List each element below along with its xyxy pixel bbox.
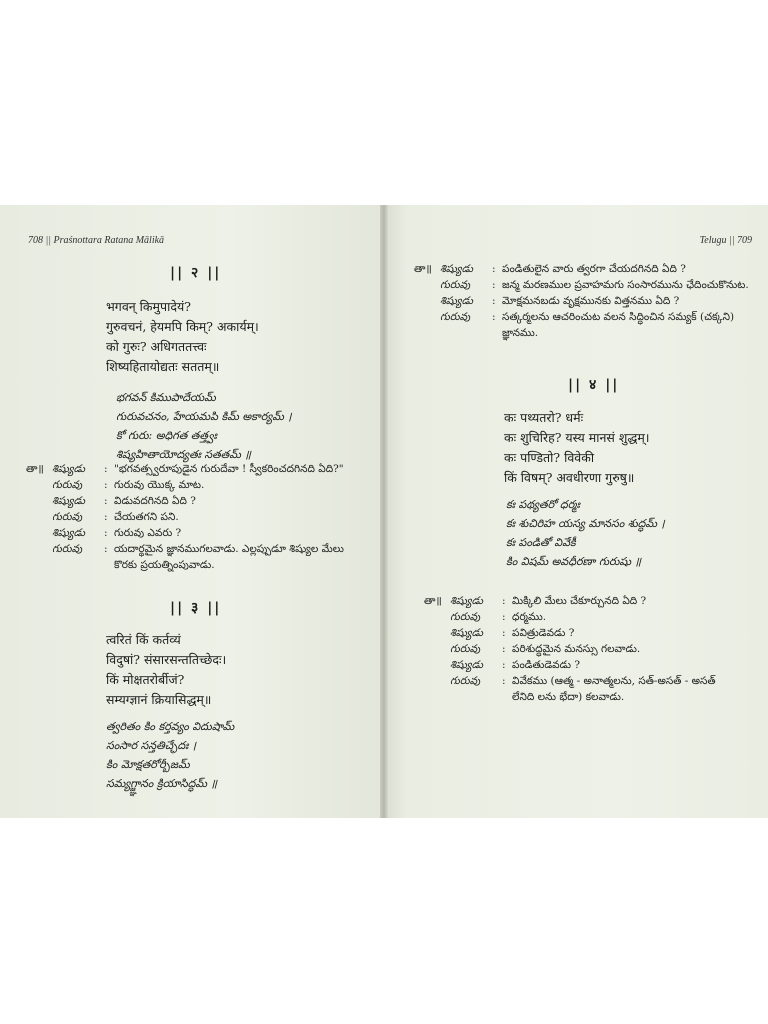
transliteration-line: కః శుచిరిహ యస్య మానసం శుద్ధమ్ । — [506, 517, 665, 530]
transliteration-line: కిం విషమ్ అవధీరణా గురుషు ॥ — [506, 555, 642, 568]
dialogue-text: ధర్మము. — [512, 611, 547, 623]
tatparya-mark: తా॥ — [424, 595, 442, 607]
dialogue-text: గురువు ఎవరు ? — [114, 527, 182, 539]
dialogue-text: సత్కర్మలను ఆచరించుట వలన సిద్ధించిన సమ్యక్ (చక్కని) — [502, 311, 735, 323]
dialogue-row: శిష్యుడు : గురువు ఎవరు ? — [26, 525, 371, 541]
verse-line: त्वरितं किं कर्तव्यं — [106, 632, 181, 647]
transliteration-line: భగవన్ కిముపాదేయమ్ — [116, 391, 216, 404]
dialogue-continuation: జ్ఞానము. — [502, 327, 539, 339]
verse-line: विदुषां? संसारसन्ततिच्छेदः। — [106, 652, 227, 667]
verse-number-4: || ४ || — [568, 377, 620, 393]
speaker: గురువు — [440, 279, 471, 291]
running-head-right: Telugu || 709 — [699, 235, 752, 246]
verse-line: भगवन् किमुपादेयं? — [106, 299, 191, 314]
dialogue-continuation-row — [424, 689, 759, 705]
transliteration-line: కః పండితో వివేకీ — [506, 536, 576, 549]
verse-line: सम्यग्ज्ञानं क्रियासिद्धम्॥ — [106, 692, 212, 707]
speaker: శిష్యుడు — [450, 659, 483, 671]
verse-line: किं मोक्षतरोर्बीजं? — [106, 672, 185, 687]
dialogue-continuation: లేనిది లను భేదా) కలవాడు. — [512, 691, 625, 703]
dialogue-row: శిష్యుడు : విడువదగినది ఏది ? — [26, 493, 371, 509]
dialogue-row: గురువు : సత్కర్మలను ఆచరించుట వలన సిద్ధించిన సమ్యక్ (చక్కని) — [414, 309, 759, 325]
dialogue-row: తా॥ శిష్యుడు : పండితులైన వారు త్వరగా చేయదగినది ఏది ? — [414, 261, 759, 277]
dialogue-row: తా॥ శిష్యుడు : "భగవత్స్వరూపుడైన గురుదేవా ! స్వీకరించదగినది ఏది?" — [26, 461, 371, 477]
speaker: గురువు — [440, 311, 471, 323]
speaker: శిష్యుడు — [440, 263, 473, 275]
dialogue-row: గురువు : జన్మ మరణముల ప్రవాహమగు సంసారమును ఛేదించుకొనుట. — [414, 277, 759, 293]
dialogue-text: విడువదగినది ఏది ? — [114, 495, 196, 507]
verse-2-telugu-script — [116, 388, 292, 464]
verse-line: गुरुवचनं, हेयमपि किम्? अकार्यम्। — [106, 319, 259, 334]
dialogue-row: శిష్యుడు : పండితుడెవడు ? — [424, 657, 759, 673]
transliteration-line: గురువచనం, హేయమపి కిమ్ అకార్యమ్ । — [116, 410, 292, 423]
verse-3-telugu-script — [106, 717, 234, 793]
speaker: గురువు — [52, 511, 83, 523]
speaker: గురువు — [52, 543, 83, 555]
dialogue-text: మోక్షమనబడు వృక్షమునకు విత్తనము ఏది ? — [502, 295, 680, 307]
speaker: గురువు — [52, 479, 83, 491]
dialogue-text: వివేకము (ఆత్మ - అనాత్మలను, సత్-అసత్ - అసత్ — [512, 675, 716, 687]
dialogue-continuation-row — [414, 325, 759, 341]
speaker: గురువు — [450, 611, 481, 623]
verse-line: कः पण्डितो? विवेकी — [504, 450, 595, 465]
verse-4-sanskrit — [504, 408, 650, 488]
transliteration-line: సమ్యగ్జ్ఞానం క్రియాసిద్ధమ్ ॥ — [106, 777, 218, 790]
dialogue-row: గురువు : వివేకము (ఆత్మ - అనాత్మలను, సత్-అసత్ - అసత్ — [424, 673, 759, 689]
transliteration-line: కో గురు: అధిగత తత్త్వః — [116, 429, 217, 442]
verse-4-telugu-script — [506, 495, 665, 571]
speaker: శిష్యుడు — [450, 595, 483, 607]
dialogue-text: మిక్కిలి మేలు చేకూర్చునది ఏది ? — [512, 595, 647, 607]
dialogue-row: శిష్యుడు : పవిత్రుడెవడు ? — [424, 625, 759, 641]
verse-line: शिष्यहितायोद्यतः सततम्॥ — [106, 359, 220, 374]
speaker: శిష్యుడు — [440, 295, 473, 307]
verse-line: को गुरुः? अधिगततत्त्वः — [106, 339, 207, 354]
dialogue-text: చేయతగని పని. — [114, 511, 179, 523]
dialogue-row: గురువు : గురువు యొక్క మాట. — [26, 477, 371, 493]
tatparya-mark: తా॥ — [26, 463, 44, 475]
tatparya-mark: తా॥ — [414, 263, 432, 275]
dialogue-text: జన్మ మరణముల ప్రవాహమగు సంసారమును ఛేదించుకొనుట. — [502, 279, 749, 291]
dialogue-text: యదార్థమైన జ్ఞానముగలవాడు. ఎల్లప్పుడూ శిష్యుల మేలు — [114, 543, 344, 555]
book-spread — [0, 205, 768, 818]
running-head-left: 708 || Praśnottara Ratana Mālikā — [28, 235, 165, 246]
speaker: గురువు — [450, 675, 481, 687]
verse-2-sanskrit — [106, 297, 259, 377]
verse-line: कः पथ्यतरो? धर्मः — [504, 410, 584, 425]
speaker: గురువు — [450, 643, 481, 655]
right-page — [384, 205, 768, 818]
dialogue-continuation: కొరకు ప్రయత్నింపువాడు. — [114, 559, 215, 571]
verse-line: किं विषम्? अवधीरणा गुरुषु॥ — [504, 470, 635, 485]
dialogue-text: పండితులైన వారు త్వరగా చేయదగినది ఏది ? — [502, 263, 686, 275]
dialogue-block — [26, 461, 371, 573]
dialogue-row: గురువు : పరిశుద్ధమైన మనస్సు గలవాడు. — [424, 641, 759, 657]
book-gutter — [380, 205, 388, 818]
speaker: శిష్యుడు — [52, 527, 85, 539]
verse-number-3: || ३ || — [170, 600, 222, 616]
speaker: శిష్యుడు — [52, 463, 85, 475]
dialogue-continuation-row — [26, 557, 371, 573]
dialogue-row: శిష్యుడు : మోక్షమనబడు వృక్షమునకు విత్తనము ఏది ? — [414, 293, 759, 309]
transliteration-line: కిం మోక్షతరోర్బీజమ్ — [106, 758, 190, 771]
transliteration-line: సంసార సన్తతిచ్ఛేదః । — [106, 739, 197, 752]
transliteration-line: కః పథ్యతరో ధర్మః — [506, 498, 580, 511]
dialogue-block — [414, 261, 759, 341]
dialogue-text: పండితుడెవడు ? — [512, 659, 580, 671]
verse-number-2: || २ || — [170, 265, 222, 281]
dialogue-block-2 — [424, 593, 759, 705]
dialogue-text: పవిత్రుడెవడు ? — [512, 627, 575, 639]
transliteration-line: త్వరితం కిం కర్తవ్యం విదుషామ్ — [106, 720, 235, 733]
transliteration-line: శిష్యహితాయోద్యతః సతతమ్ ॥ — [116, 448, 251, 461]
verse-line: कः शुचिरिह? यस्य मानसं शुद्धम्। — [504, 430, 650, 445]
speaker: శిష్యుడు — [450, 627, 483, 639]
speaker: శిష్యుడు — [52, 495, 85, 507]
dialogue-row: తా॥ శిష్యుడు : మిక్కిలి మేలు చేకూర్చునది ఏది ? — [424, 593, 759, 609]
dialogue-text: "భగవత్స్వరూపుడైన గురుదేవా ! స్వీకరించదగినది ఏది?" — [114, 463, 344, 475]
left-page — [0, 205, 384, 818]
dialogue-text: పరిశుద్ధమైన మనస్సు గలవాడు. — [512, 643, 641, 655]
dialogue-row: గురువు : ధర్మము. — [424, 609, 759, 625]
dialogue-row: గురువు : చేయతగని పని. — [26, 509, 371, 525]
dialogue-text: గురువు యొక్క మాట. — [114, 479, 205, 491]
dialogue-row: గురువు : యదార్థమైన జ్ఞానముగలవాడు. ఎల్లప్పుడూ శిష్యుల మేలు — [26, 541, 371, 557]
verse-3-sanskrit — [106, 630, 226, 710]
